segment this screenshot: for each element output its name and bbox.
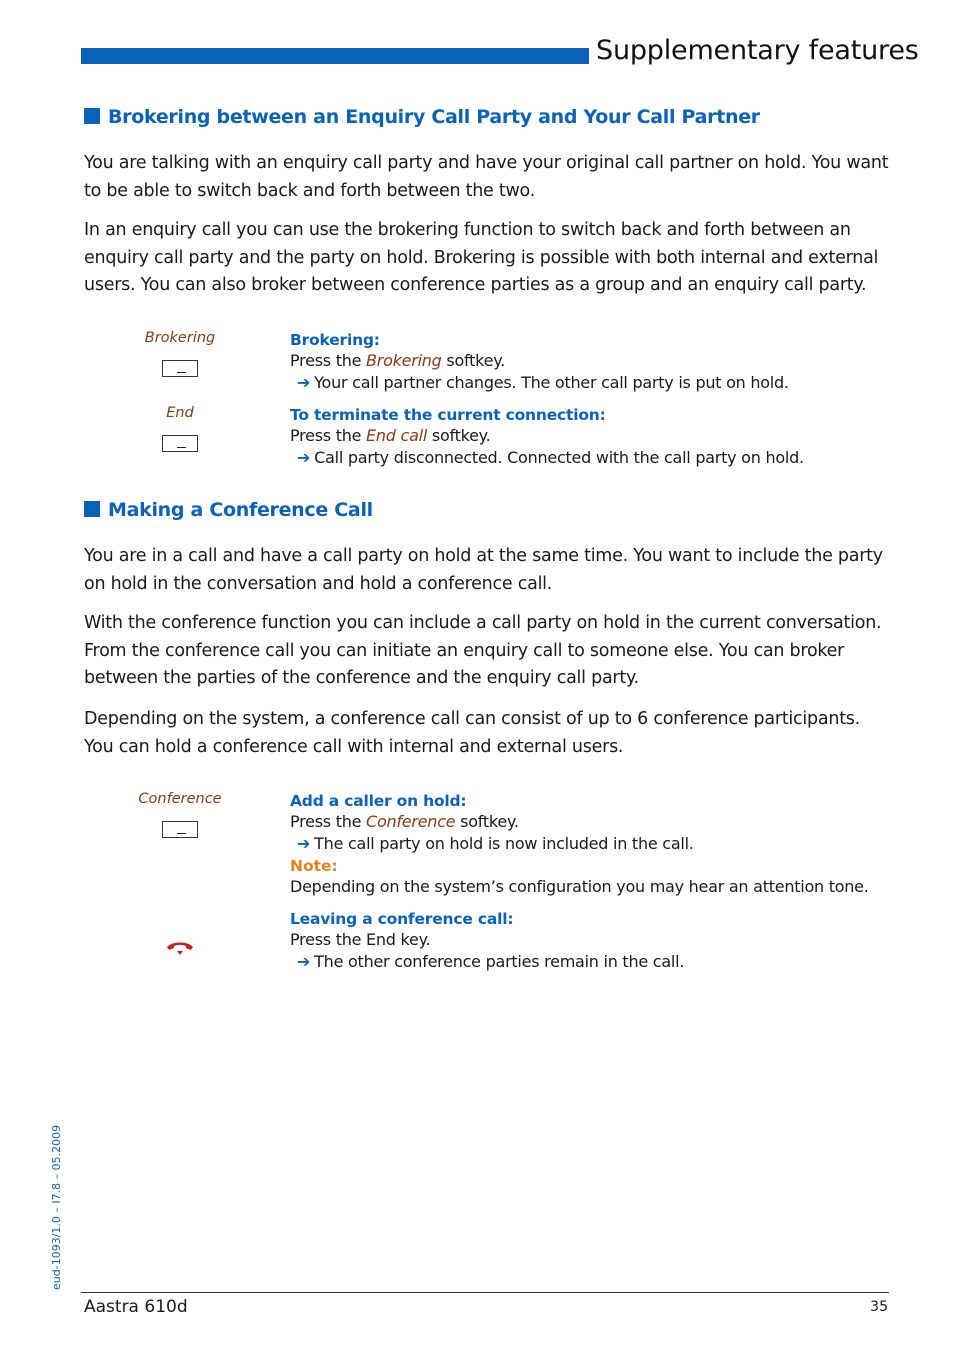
- section-heading-conference: Making a Conference Call: [84, 499, 373, 521]
- softkey-label-brokering: Brokering: [144, 330, 216, 346]
- step-instruction: Press the End call softkey.: [290, 426, 491, 445]
- step-title: Leaving a conference call:: [290, 910, 514, 928]
- step-instruction: Press the Conference softkey.: [290, 812, 519, 831]
- step-result: ➔ Call party disconnected. Connected with the call party on hold.: [297, 448, 804, 467]
- note-title: Note:: [290, 857, 338, 875]
- page-number: 35: [870, 1299, 888, 1315]
- softkey-label-conference: Conference: [138, 791, 222, 807]
- paragraph: Depending on the system, a conference call can consist of up to 6 conference participants. You can hold a conference call with internal and external users.: [84, 709, 860, 757]
- page-title: Supplementary features: [596, 35, 919, 66]
- step-result: ➔ Your call partner changes. The other call party is put on hold.: [297, 373, 789, 392]
- softkey-icon: [162, 435, 198, 452]
- paragraph: In an enquiry call you can use the brokering function to switch back and forth between an enquiry call party and the party on hold. Brokering is possible with both internal and external users. You can also broker between conference parties as a group and an enquiry call party.: [84, 220, 879, 295]
- header-bar: [81, 48, 589, 64]
- note-text: Depending on the system’s configuration you may hear an attention tone.: [290, 877, 869, 896]
- step-title: Add a caller on hold:: [290, 792, 467, 810]
- result-arrow-icon: ➔: [297, 952, 311, 971]
- end-call-key-icon: [164, 938, 196, 958]
- step-title: Brokering:: [290, 331, 380, 349]
- softkey-icon: [162, 360, 198, 377]
- footer-product-name: Aastra 610d: [84, 1297, 188, 1317]
- step-result: ➔ The other conference parties remain in the call.: [297, 952, 685, 971]
- step-title: To terminate the current connection:: [290, 406, 606, 424]
- heading-square-icon: [84, 501, 100, 517]
- softkey-label-end: End: [166, 405, 194, 421]
- step-instruction: Press the Brokering softkey.: [290, 351, 505, 370]
- paragraph: You are in a call and have a call party on hold at the same time. You want to include the party on hold in the conversation and hold a conference call.: [84, 546, 883, 594]
- paragraph: With the conference function you can include a call party on hold in the current conversation. From the conference call you can initiate an enquiry call to someone else. You can broker between the parties of the conference and the enquiry call party.: [84, 613, 882, 688]
- document-code: eud-1093/1.0 – I7.8 – 05.2009: [50, 1124, 63, 1290]
- paragraph: You are talking with an enquiry call party and have your original call partner on hold. You want to be able to switch back and forth between the two.: [84, 153, 889, 201]
- section-heading-brokering: Brokering between an Enquiry Call Party and Your Call Partner: [84, 106, 760, 128]
- result-arrow-icon: ➔: [297, 448, 311, 467]
- step-instruction: Press the End key.: [290, 930, 431, 949]
- footer-divider: [81, 1292, 889, 1293]
- heading-square-icon: [84, 108, 100, 124]
- result-arrow-icon: ➔: [297, 834, 311, 853]
- step-result: ➔ The call party on hold is now included in the call.: [297, 834, 694, 853]
- result-arrow-icon: ➔: [297, 373, 311, 392]
- softkey-icon: [162, 821, 198, 838]
